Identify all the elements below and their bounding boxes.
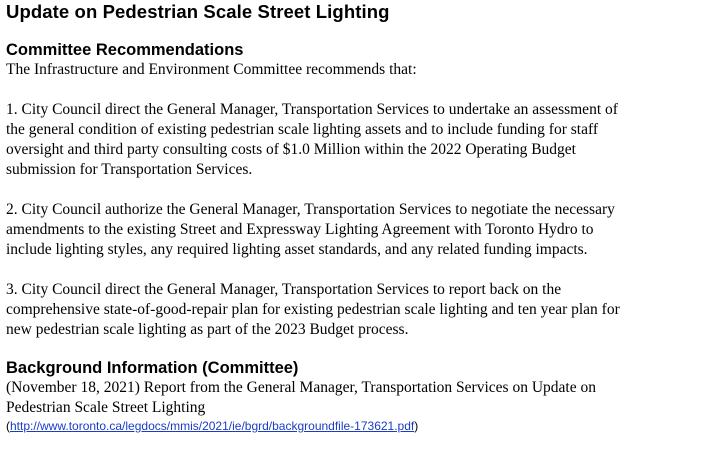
link-open-paren: ( [6,419,10,433]
background-file-link[interactable]: http://www.toronto.ca/legdocs/mmis/2021/ie/bgrd/backgroundfile-173621.pdf [10,419,415,433]
background-information-heading: Background Information (Committee) [6,359,299,377]
recommendation-item-2: 2. City Council authorize the General Manager, Transportation Services to negotiate the necessary amendments to the existing Street and Expressway Lighting Agreement with Toronto Hydro to include lighting styles, any required lighting asset standards, and any related funding impacts. [6,201,615,258]
page-title: Update on Pedestrian Scale Street Lighting [6,1,390,22]
recommendation-item-3: 3. City Council direct the General Manager, Transportation Services to report back on the comprehensive state-of-good-repair plan for existing pedestrian scale lighting and ten year plan for new pedestrian scale lighting as part of the 2023 Budget process. [6,281,620,338]
document-page [6,0,706,434]
recommendation-item-1: 1. City Council direct the General Manager, Transportation Services to undertake an assessment of the general condition of existing pedestrian scale lighting assets and to include funding for staff oversight and third party consulting costs of $1.0 Million within the 2022 Operating Budget submission for Transportation Services. [6,101,618,178]
recommendations-intro: The Infrastructure and Environment Committee recommends that: [6,61,417,78]
background-report-description: (November 18, 2021) Report from the General Manager, Transportation Services on Update on Pedestrian Scale Street Lighting [6,379,596,416]
background-link-line [6,418,706,434]
committee-recommendations-heading: Committee Recommendations [6,41,244,59]
link-close-paren: ) [414,419,419,433]
